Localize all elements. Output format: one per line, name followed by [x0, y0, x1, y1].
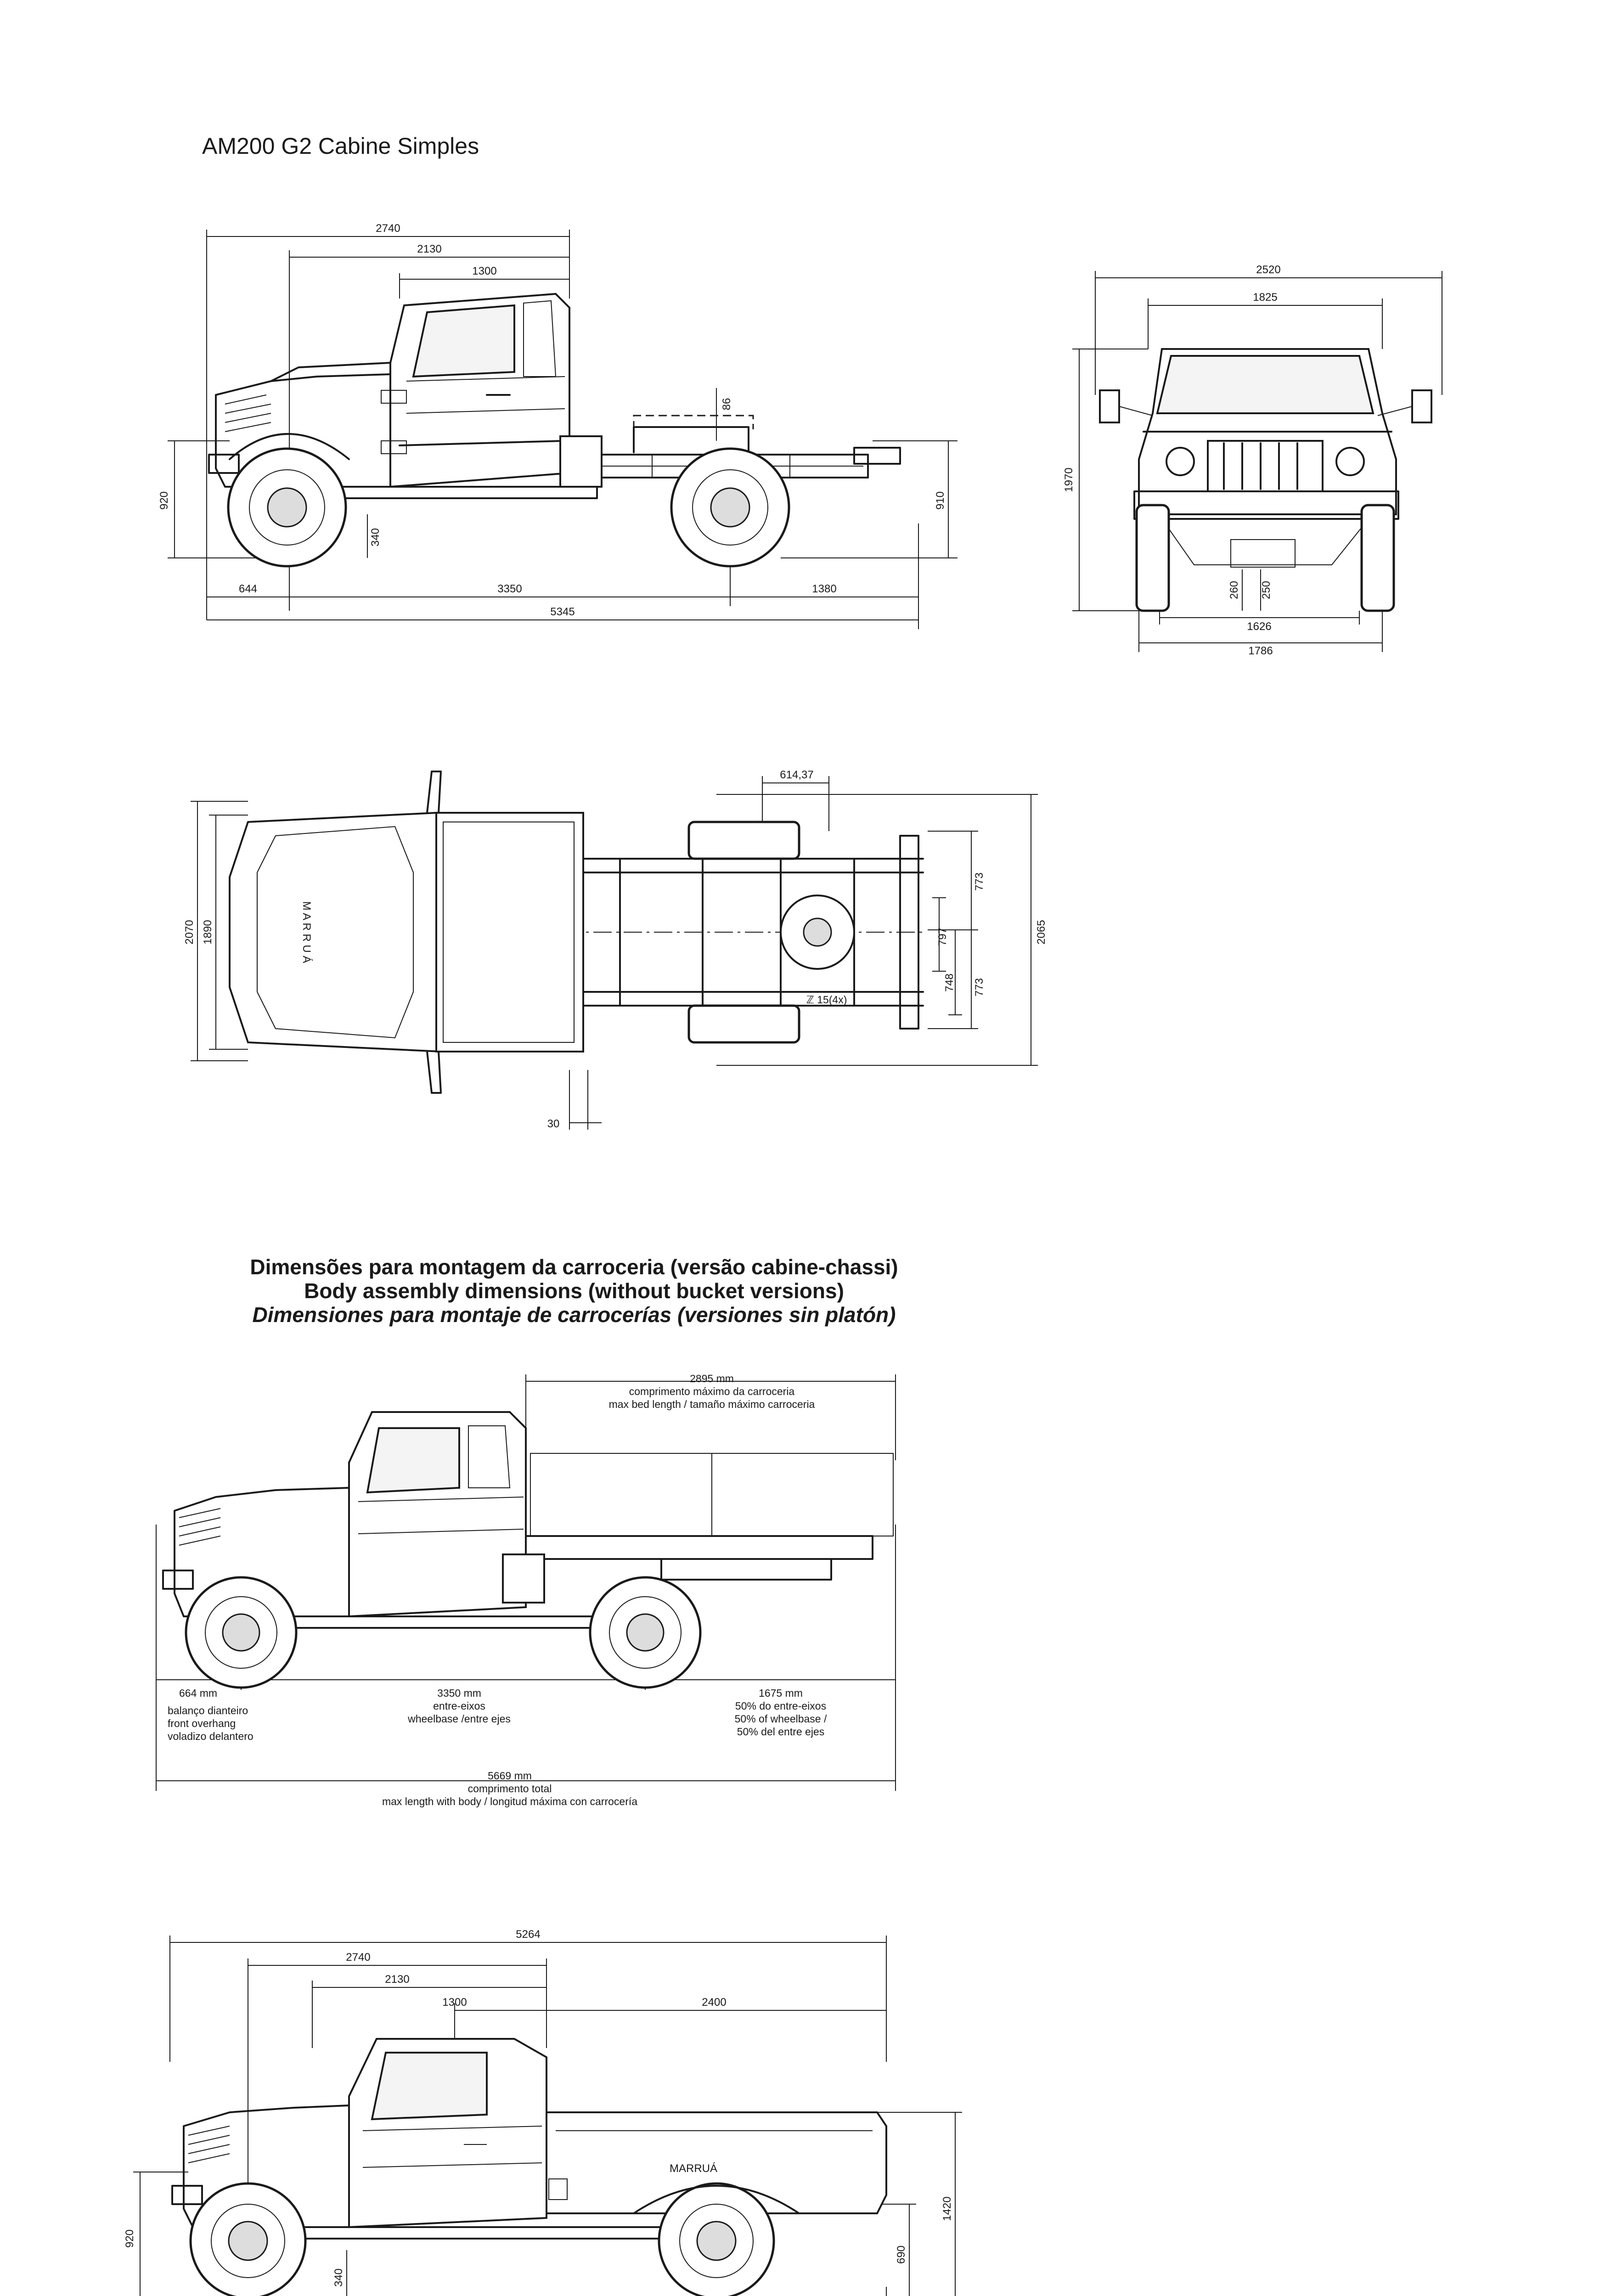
dim-1420: 1420: [941, 2196, 953, 2221]
body-dims-heading-es: Dimensiones para montaje de carrocerías (versiones sin platón): [252, 1303, 896, 1327]
dim-3350: 3350: [497, 583, 522, 595]
dim-2740: 2740: [346, 1951, 371, 1964]
dim-1300: 1300: [472, 265, 497, 277]
rear-overhang-caption-1: 50% do entre-eixos: [735, 1700, 827, 1712]
front-overhang-value: 664 mm: [179, 1687, 218, 1699]
dim-1970: 1970: [1063, 467, 1075, 492]
bed-logo: MARRUÁ: [669, 2162, 718, 2175]
top-chassis-vehicle: [230, 771, 923, 1093]
dim-910: 910: [934, 491, 946, 510]
wheelbase-value: 3350 mm: [437, 1687, 481, 1699]
dim-250: 250: [1260, 580, 1273, 600]
dim-5264: 5264: [516, 1928, 541, 1941]
side-view-body-envelope: [156, 1373, 896, 1807]
dim-2740: 2740: [376, 222, 400, 235]
front-vehicle: [1100, 349, 1431, 611]
rear-overhang-caption-3: 50% del entre ejes: [737, 1726, 825, 1738]
dim-1380: 1380: [812, 583, 837, 595]
dim-1890: 1890: [202, 920, 214, 945]
dim-1626: 1626: [1247, 620, 1272, 633]
bed-length-caption-2: max bed length / tamaño máximo carroceria: [608, 1398, 815, 1410]
body-dims-heading-en: Body assembly dimensions (without bucket versions): [304, 1279, 844, 1303]
dim-1825: 1825: [1253, 291, 1278, 304]
bolt-spec: ℤ 15(4x): [806, 994, 847, 1006]
front-overhang-caption-3: voladizo delantero: [168, 1730, 253, 1742]
total-length-caption-1: comprimento total: [468, 1783, 552, 1795]
total-length-caption-2: max length with body / longitud máxima con carrocería: [382, 1795, 638, 1807]
top-view-chassis: [183, 769, 1048, 1130]
dim-2400: 2400: [702, 1996, 727, 2009]
sheet-title: AM200 G2 Cabine Simples: [202, 133, 479, 159]
dim-2520: 2520: [1256, 264, 1281, 276]
dim-2065: 2065: [1035, 920, 1048, 945]
dim-644: 644: [238, 583, 258, 595]
dim-748: 748: [943, 973, 956, 992]
dim-340: 340: [369, 528, 382, 547]
front-overhang-caption-1: balanço dianteiro: [168, 1705, 248, 1716]
rear-overhang-value: 1675 mm: [759, 1687, 803, 1699]
side-view-chassis: [158, 222, 958, 629]
dim-773-lower: 773: [973, 978, 986, 997]
wheelbase-caption-1: entre-eixos: [433, 1700, 485, 1712]
front-overhang-caption-2: front overhang: [168, 1717, 236, 1729]
side-chassis-vehicle: [209, 294, 900, 566]
dim-5345: 5345: [550, 606, 575, 618]
dim-690: 690: [895, 2245, 907, 2264]
total-length-value: 5669 mm: [488, 1770, 532, 1782]
front-view: [1063, 264, 1442, 657]
body-dims-heading-pt: Dimensões para montagem da carroceria (versão cabine-chassi): [250, 1255, 898, 1279]
wheelbase-caption-2: wheelbase /entre ejes: [408, 1713, 511, 1725]
dim-797: 797: [936, 927, 949, 946]
bed-length-value: 2895 mm: [690, 1373, 734, 1384]
hood-lettering: M A R R U Á: [300, 901, 313, 963]
dim-86: 86: [721, 398, 733, 411]
dim-260: 260: [1228, 580, 1240, 600]
dim-2130: 2130: [385, 1973, 410, 1986]
dim-1300: 1300: [442, 1996, 467, 2009]
dim-614-37: 614,37: [780, 769, 814, 781]
dim-920: 920: [124, 2229, 136, 2248]
side-view-pickup: [124, 1928, 962, 2296]
dim-2130: 2130: [417, 243, 442, 255]
dim-920: 920: [158, 491, 170, 510]
pickup-vehicle: [172, 2039, 886, 2296]
dim-773-upper: 773: [973, 872, 986, 891]
dim-2070: 2070: [183, 920, 196, 945]
body-envelope-vehicle: [163, 1412, 893, 1688]
dim-1786: 1786: [1248, 645, 1273, 657]
bed-length-caption-1: comprimento máximo da carroceria: [629, 1385, 795, 1397]
dim-340: 340: [332, 2268, 345, 2287]
dim-30: 30: [547, 1118, 560, 1130]
rear-overhang-caption-2: 50% of wheelbase /: [734, 1713, 827, 1725]
